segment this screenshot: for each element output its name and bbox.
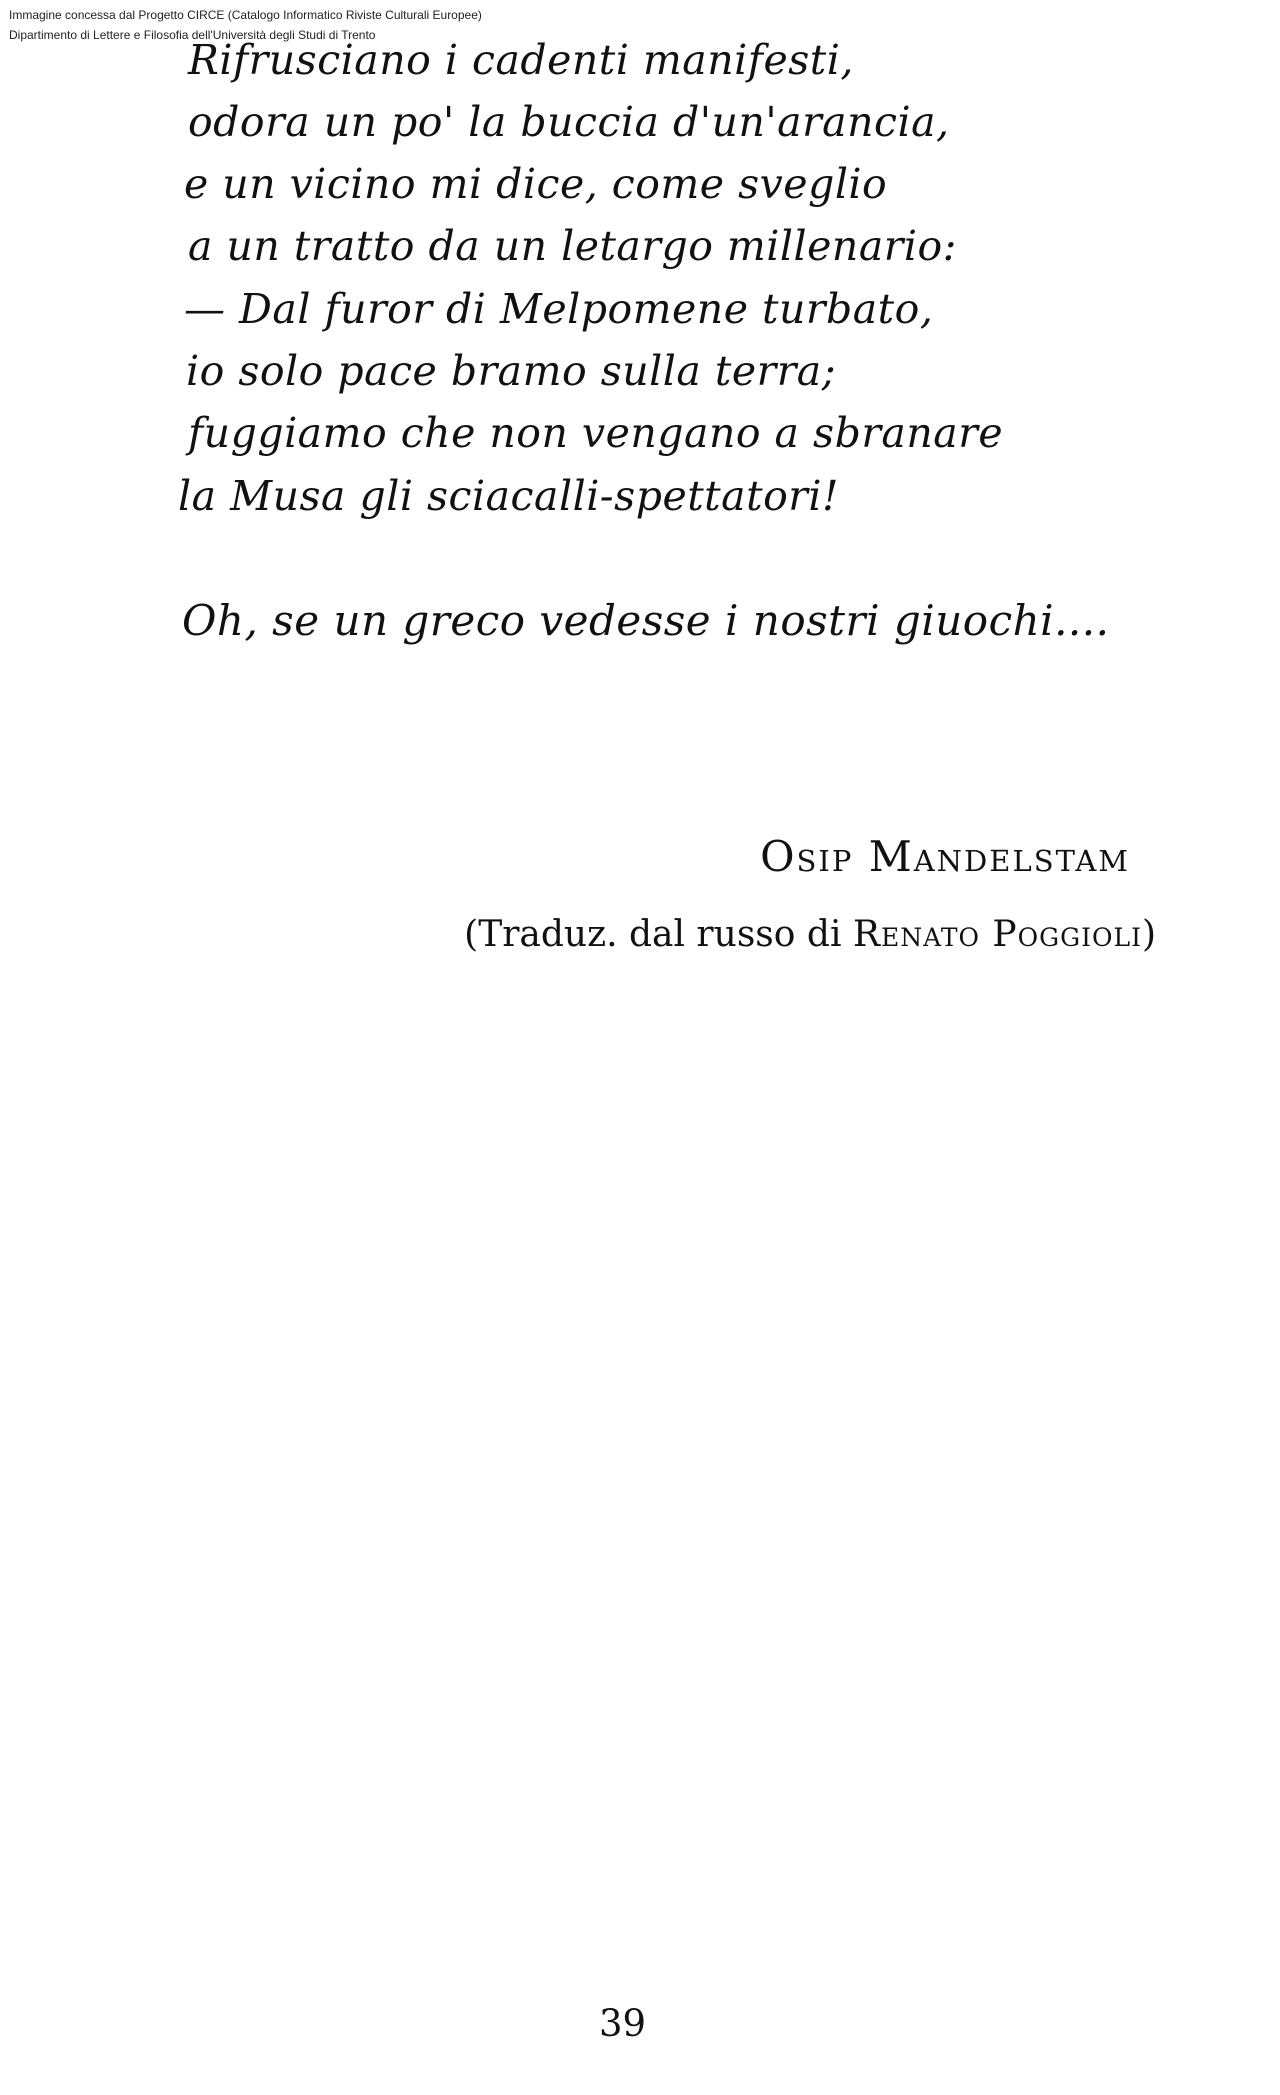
- page-number: 39: [598, 2002, 647, 2045]
- poem-line: a un tratto da un letargo millenario:: [188, 222, 957, 270]
- poem-line: io solo pace bramo sulla terra;: [186, 347, 837, 395]
- poem-line: fuggiamo che non vengano a sbranare: [188, 409, 1004, 457]
- poem-closing-line: Oh, se un greco vedesse i nostri giuochi....: [182, 596, 1110, 645]
- translation-credit-prefix: (Traduz. dal russo di: [464, 914, 853, 955]
- poem-line: e un vicino mi dice, come sveglio: [184, 160, 888, 208]
- author-signature: Osip Mandelstam: [760, 832, 1130, 881]
- image-credit-line-2: Dipartimento di Lettere e Filosofia dell'Università degli Studi di Trento: [9, 28, 376, 42]
- translator-name: Renato Poggioli: [852, 914, 1142, 955]
- poem-line: Rifrusciano i cadenti manifesti,: [188, 36, 854, 84]
- image-credit-line-1: Immagine concessa dal Progetto CIRCE (Catalogo Informatico Riviste Culturali Europee): [9, 8, 482, 22]
- poem-line: odora un po' la buccia d'un'arancia,: [188, 98, 950, 146]
- poem-line: — Dal furor di Melpomene turbato,: [184, 285, 934, 333]
- translation-credit-suffix: ): [1141, 914, 1156, 955]
- translation-credit: [464, 912, 1156, 958]
- poem-line: la Musa gli sciacalli-spettatori!: [178, 472, 839, 520]
